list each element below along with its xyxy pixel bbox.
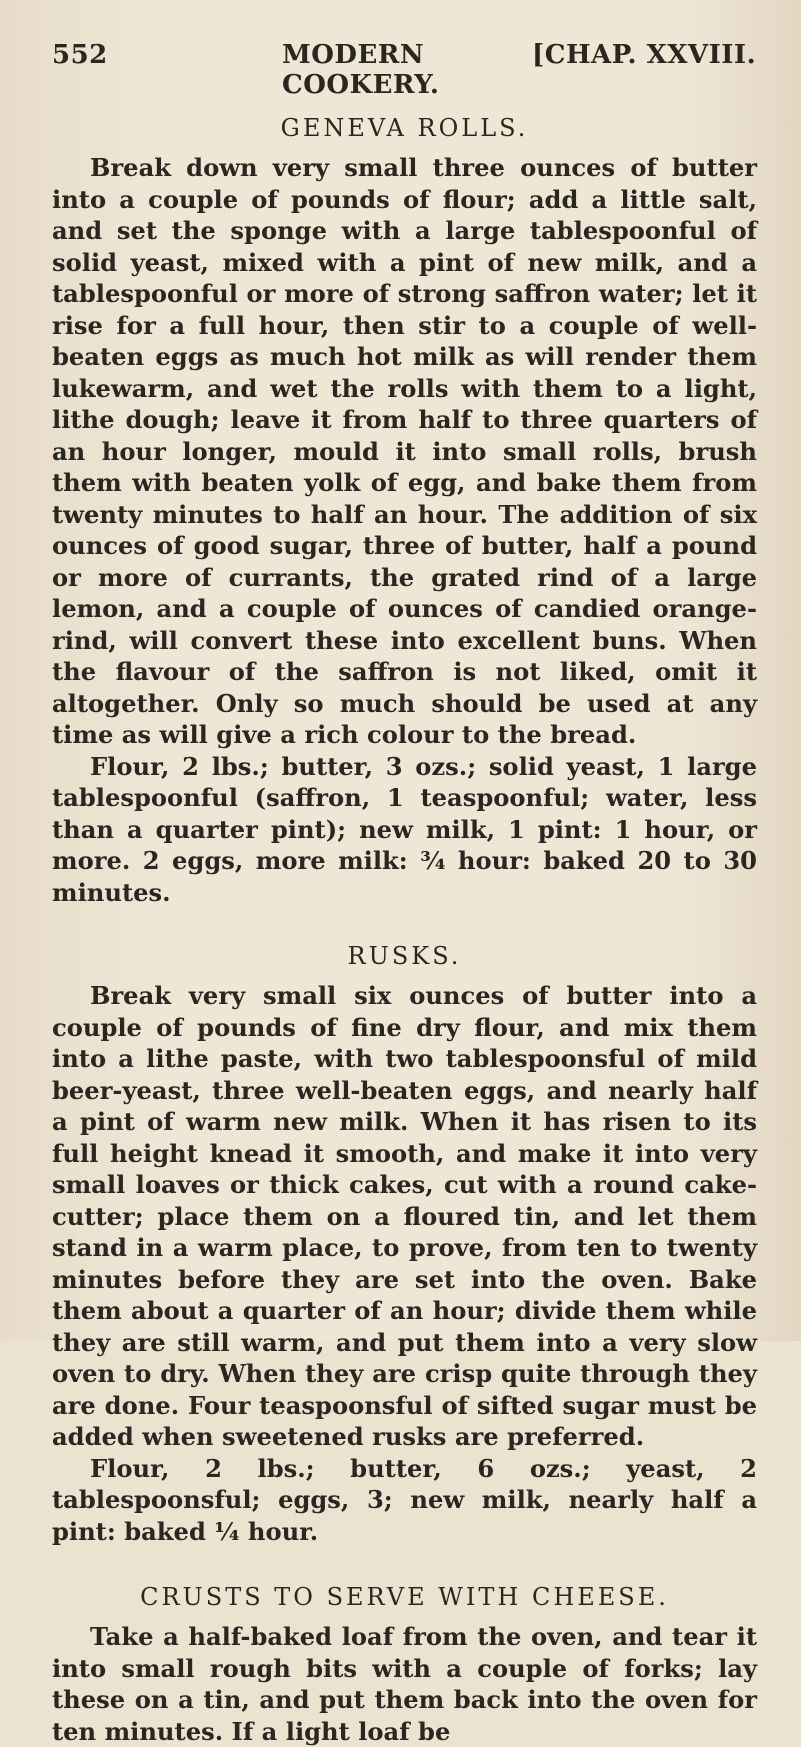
paragraph: Break very small six ounces of butter into a couple of pounds of fine dry flour, and mix them into a lithe paste, with two tablespoonsful of mild beer-yeast, three well-beaten eggs, and nearly half a pint of warm new milk. When it has risen to its full height knead it smooth, and make it into very small loaves or thick cakes, cut with a round cake-cutter; place them on a floured tin, and let them stand in a warm place, to prove, from ten to twenty minutes before they are set into the oven. Bake them about a quarter of an hour; divide them while they are still warm, and put them into a very slow oven to dry. When they are crisp quite through they are done. Four teaspoonsful of sifted sugar must be added when sweetened rusks are preferred. [52,981,757,1451]
section-title-geneva-rolls: GENEVA ROLLS. [280,114,529,142]
ingredients-summary: Flour, 2 lbs.; butter, 6 ozs.; yeast, 2 tablespoonsful; eggs, 3; new milk, nearly half a pint: baked ¼ hour. [52,1453,757,1546]
paragraph: Take a half-baked loaf from the oven, and tear it into small rough bits with a couple of forks; lay these on a tin, and put them back into the oven for ten minutes. If a light loaf be [52,1622,757,1746]
running-head [52,40,757,100]
book-title: MODERN COOKERY. [282,40,440,100]
paragraph: Break down very small three ounces of butter into a couple of pounds of flour; add a little salt, and set the sponge with a large tablespoonful of solid yeast, mixed with a pint of new milk, and a tablespoonful or more of strong saffron water; let it rise for a full hour, then stir to a couple of well-beaten eggs as much hot milk as will render them lukewarm, and wet the rolls with them to a light, lithe dough; leave it from half to three quarters of an hour longer, mould it into small rolls, brush them with beaten yolk of egg, and bake them from twenty minutes to half an hour. The addition of six ounces of good sugar, three of butter, half a pound or more of currants, the grated rind of a large lemon, and a couple of ounces of candied orange-rind, will convert these into excellent buns. When the flavour of the saffron is not liked, omit it altogether. Only so much should be used at any time as will give a rich colour to the bread. [52,153,757,749]
section-title-rusks: RUSKS. [347,942,462,970]
page-number: 552 [52,40,108,70]
chapter-label: [CHAP. XXVIII. [532,40,757,70]
ingredients-summary: Flour, 2 lbs.; butter, 3 ozs.; solid yeast, 1 large tablespoonful (saffron, 1 teaspoonful; water, less than a quarter pint); new milk, 1 pint: 1 hour, or more. 2 eggs, more milk: ¾ hour: baked 20 to 30 minutes. [52,751,757,907]
section-title-crusts: CRUSTS TO SERVE WITH CHEESE. [140,1583,669,1611]
